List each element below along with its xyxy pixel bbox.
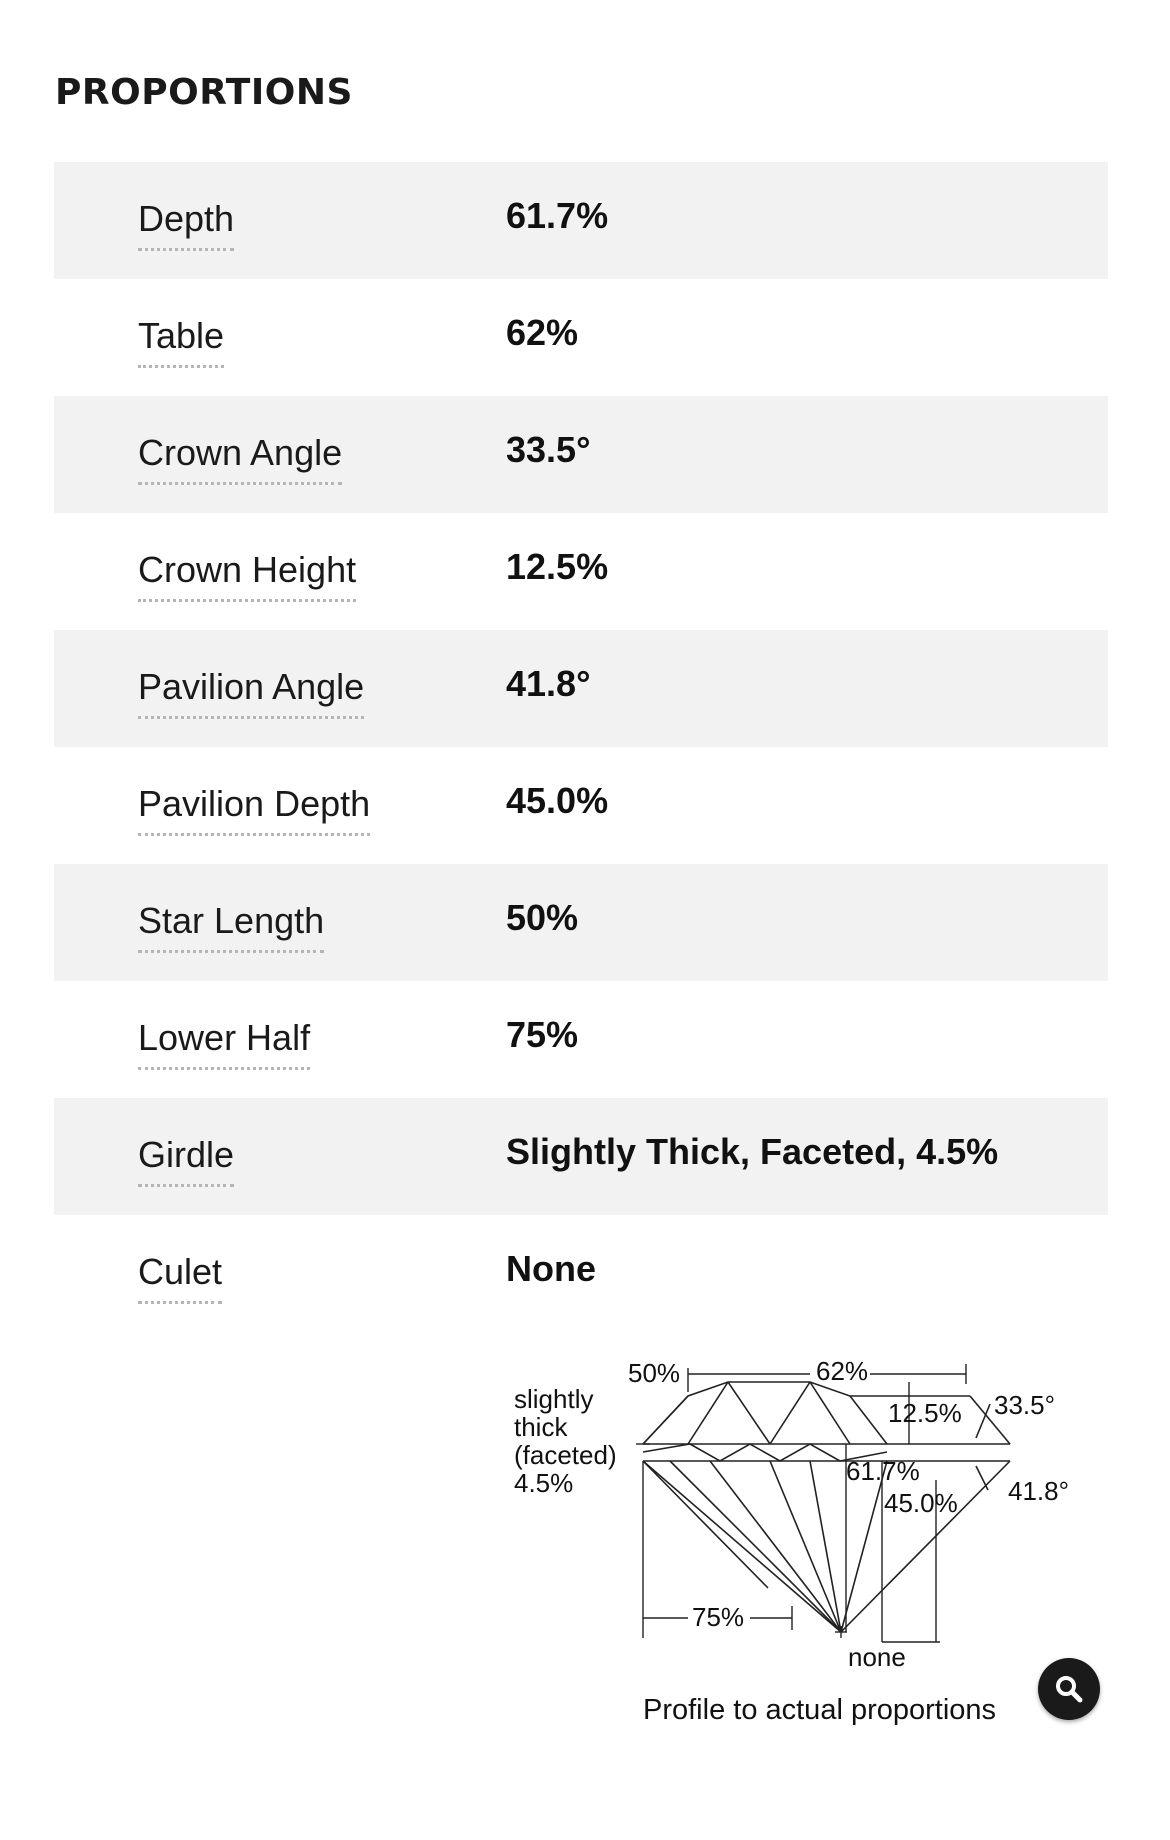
value-pavilion-angle: 41.8° <box>506 663 591 704</box>
label-culet[interactable]: Culet <box>138 1251 222 1304</box>
diagram-culet-label: none <box>848 1642 906 1672</box>
proportions-table <box>54 162 1108 1332</box>
label-crown-angle[interactable]: Crown Angle <box>138 432 342 485</box>
label-table[interactable]: Table <box>138 315 224 368</box>
value-girdle: Slightly Thick, Faceted, 4.5% <box>506 1131 999 1172</box>
value-culet: None <box>506 1248 596 1289</box>
diagram-pavilion-angle-label: 41.8° <box>1008 1476 1070 1506</box>
diagram-lower-half-label: 75% <box>692 1602 745 1632</box>
value-lower-half: 75% <box>506 1014 579 1055</box>
label-lower-half[interactable]: Lower Half <box>138 1017 310 1070</box>
row-table <box>54 279 1108 396</box>
diagram-girdle-line2: thick <box>514 1412 568 1442</box>
diagram-crown-angle-label: 33.5° <box>994 1390 1056 1420</box>
value-crown-angle: 33.5° <box>506 429 591 470</box>
row-pavilion-depth <box>54 747 1108 864</box>
value-crown-height: 12.5% <box>506 546 609 587</box>
diagram-girdle-line3: (faceted) <box>514 1440 617 1470</box>
diagram-girdle-line4: 4.5% <box>514 1468 574 1498</box>
row-star-length <box>54 864 1108 981</box>
row-depth <box>54 162 1108 279</box>
row-girdle <box>54 1098 1108 1215</box>
row-pavilion-angle <box>54 630 1108 747</box>
label-star-length[interactable]: Star Length <box>138 900 324 953</box>
diagram-star-label: 50% <box>628 1358 681 1388</box>
diagram-crown-height-label: 12.5% <box>888 1398 962 1428</box>
diamond-profile-diagram <box>510 1348 1100 1678</box>
row-crown-angle <box>54 396 1108 513</box>
value-table: 62% <box>506 312 579 353</box>
row-culet <box>54 1215 1108 1332</box>
label-girdle[interactable]: Girdle <box>138 1134 234 1187</box>
label-pavilion-depth[interactable]: Pavilion Depth <box>138 783 370 836</box>
value-star-length: 50% <box>506 897 579 938</box>
diagram-caption: Profile to actual proportions <box>643 1694 997 1726</box>
section-title: PROPORTIONS <box>55 72 353 113</box>
diagram-girdle-line1: slightly <box>514 1384 594 1414</box>
diagram-table-label: 62% <box>816 1356 869 1386</box>
row-lower-half <box>54 981 1108 1098</box>
value-pavilion-depth: 45.0% <box>506 780 609 821</box>
zoom-button[interactable] <box>1038 1658 1100 1720</box>
label-crown-height[interactable]: Crown Height <box>138 549 356 602</box>
diagram-pavilion-depth-label: 45.0% <box>884 1488 958 1518</box>
label-pavilion-angle[interactable]: Pavilion Angle <box>138 666 364 719</box>
diagram-depth-label: 61.7% <box>846 1456 920 1486</box>
value-depth: 61.7% <box>506 195 609 236</box>
magnifier-icon <box>1053 1673 1085 1705</box>
label-depth[interactable]: Depth <box>138 198 234 251</box>
row-crown-height <box>54 513 1108 630</box>
